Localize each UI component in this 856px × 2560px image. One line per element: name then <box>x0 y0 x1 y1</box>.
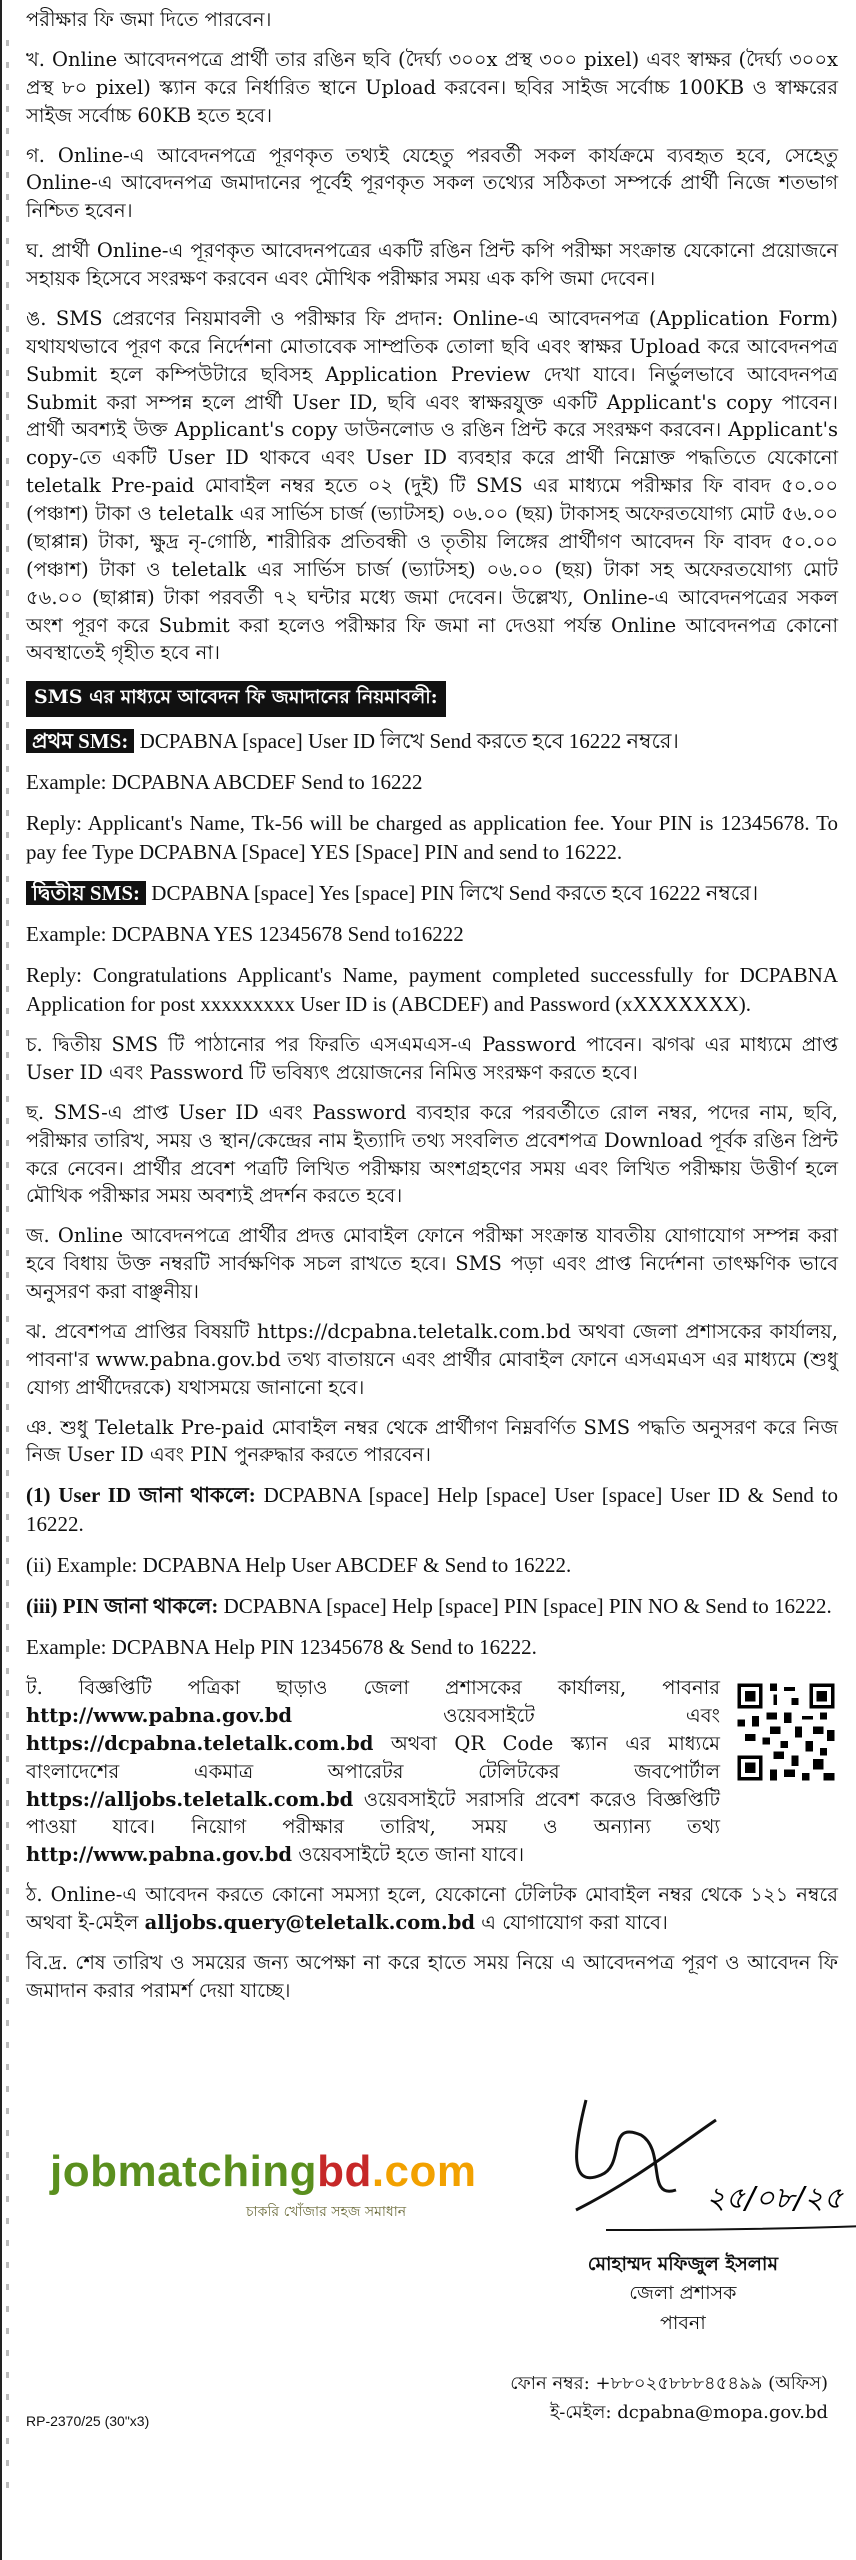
clause-cha: চ. দ্বিতীয় SMS টি পাঠানোর পর ফিরতি এসএমএস-এ Password পাবেন। ঝগঝ এর মাধ্যমে প্রাপ্ত User ID এবং Password টি ভবিষ্যৎ প্রয়োজনের নিমিত্ত সংরক্ষণ করতে হবে। <box>26 1033 838 1084</box>
clause-gha: ঘ. প্রার্থী Online-এ পূরণকৃত আবেদনপত্রের একটি রঙিন প্রিন্ট কপি পরীক্ষা সংক্রান্ত যেকোনো প্রয়োজনে সহায়ক হিসেবে সংরক্ষণ করবেন এবং মৌখিক পরীক্ষার সময় এক কপি জমা দেবেন। <box>26 239 838 290</box>
clause-tha-text-1: ঠ. Online-এ আবেদন করতে কোনো সমস্যা হলে, যেকোনো টেলিটক মোবাইল নম্বর থেকে ১২১ নম্বরে অথবা ই-মেইল <box>26 1883 838 1935</box>
recover-example-user: (ii) Example: DCPABNA Help User ABCDEF & Send to 16222. <box>26 1553 572 1578</box>
sms1-instruction <box>26 727 838 756</box>
clause-chha: ছ. SMS-এ প্রাপ্ত User ID এবং Password ব্যবহার করে পরবর্তীতে রোল নম্বর, পদের নাম, ছবি, পরীক্ষার তারিখ, সময় ও স্থান/কেন্দ্রের নাম ইত্যাদি তথ্য সংবলিত প্রবেশপত্র Download পূর্বক রঙিন প্রিন্ট করে নেবেন। প্রার্থীর প্রবেশ পত্রটি লিখিত পরীক্ষায় অংশগ্রহণের সময় এবং লিখিত পরীক্ষায় উত্তীর্ণ হলে মৌখিক পরীক্ষার সময় অবশ্যই প্রদর্শন করতে হবে। <box>26 1100 838 1208</box>
rp-code: RP-2370/25 (30"x3) <box>26 2412 150 2429</box>
signer-place: পাবনা <box>659 2311 706 2334</box>
website-info-block <box>26 1674 838 1881</box>
sms1-text: DCPABNA [space] User ID লিখে Send করতে হবে 16222 নম্বরে। <box>134 729 679 754</box>
recover-user-id <box>26 1481 838 1539</box>
sms-heading: SMS এর মাধ্যমে আবেদন ফি জমাদানের নিয়মাবলী: <box>26 681 446 717</box>
sms2-reply: Reply: Congratulations Applicant's Name, payment completed successfully for DCPABNA Application for post xxxxxxxxx User ID is (ABCDEF) and Password (xXXXXXXX). <box>26 963 838 1017</box>
intro-line: পরীক্ষার ফি জমা দিতে পারবেন। <box>26 8 272 31</box>
qr-code-icon[interactable] <box>734 1680 838 1784</box>
signature-image <box>546 2080 856 2240</box>
clause-ta-text-3: অথবা QR Code স্ক্যান এর মাধ্যমে বাংলাদেশের একমাত্র অপারেটর টেলিটকের জবপোর্টাল <box>26 1731 720 1783</box>
contact-email[interactable]: ই-মেইল: dcpabna@mopa.gov.bd <box>549 2401 828 2423</box>
brand-logo[interactable] <box>50 2146 477 2196</box>
brand-part-3: .com <box>371 2146 477 2196</box>
sms1-reply: Reply: Applicant's Name, Tk-56 will be charged as application fee. Your PIN is 12345678. To pay fee Type DCPABNA [Space] YES [Space] PIN and send to 16222. <box>26 811 838 865</box>
email-query-link[interactable]: alljobs.query@teletalk.com.bd <box>144 1911 475 1935</box>
clause-jha: ঝ. প্রবেশপত্র প্রাপ্তির বিষয়টি https://dcpabna.teletalk.com.bd অথবা জেলা প্রশাসকের কার্যালয়, পাবনা'র www.pabna.gov.bd তথ্য বাতায়নে এবং প্রার্থীর মোবাইল ফোনে এসএমএস এর মাধ্যমে (শুধু যোগ্য প্রার্থীদেরকে) যথাসময়ে জানানো হবে। <box>26 1319 838 1399</box>
sms2-instruction <box>26 879 838 908</box>
page-edge-marks <box>6 40 9 2500</box>
signer-name: মোহাম্মদ মফিজুল ইসলাম <box>587 2252 778 2275</box>
clause-ta-text-2: ওয়েবসাইটে এবং <box>292 1703 720 1727</box>
recover-3-label: (iii) PIN জানা থাকলে: <box>26 1594 219 1619</box>
footer <box>26 2025 844 2445</box>
recover-example-pin: Example: DCPABNA Help PIN 12345678 & Send to 16222. <box>26 1635 537 1660</box>
recover-3-text: DCPABNA [space] Help [space] PIN [space] PIN NO & Send to 16222. <box>218 1594 832 1619</box>
clause-kha: খ. Online আবেদনপত্রে প্রার্থী তার রঙিন ছবি (দৈর্ঘ্য ৩০০x প্রস্থ ৩০০ pixel) এবং স্বাক্ষর (দৈর্ঘ্য ৩০০x প্রস্থ ৮০ pixel) স্ক্যান করে নির্ধারিত স্থানে Upload করবেন। ছবির সাইজ সর্বোচ্চ 100KB ও স্বাক্ষরের সাইজ সর্বোচ্চ 60KB হতে হবে। <box>26 47 838 127</box>
clause-ta-text-4: ওয়েবসাইটে সরাসরি প্রবেশ করেও বিজ্ঞপ্তিটি পাওয়া যাবে। নিয়োগ পরীক্ষার তারিখ, সময় ও অন্যান্য তথ্য <box>26 1787 720 1839</box>
clause-tha-text-2: এ যোগাযোগ করা যাবে। <box>474 1911 668 1935</box>
clause-ga: গ. Online-এ আবেদনপত্রে পূরণকৃত তথ্যই যেহেতু পরবর্তী সকল কার্যক্রমে ব্যবহৃত হবে, সেহেতু Online-এ আবেদনপত্র জমাদানের পূর্বেই পূরণকৃত সকল তথ্যের সঠিকতা সম্পর্কে প্রার্থী নিজে শতভাগ নিশ্চিত হবেন। <box>26 143 838 223</box>
clause-ta-text-5: ওয়েবসাইটে হতে জানা যাবে। <box>292 1843 525 1867</box>
brand-tagline: চাকরি খোঁজার সহজ সমাধান <box>246 2203 407 2220</box>
link-alljobs-teletalk[interactable]: https://alljobs.teletalk.com.bd <box>26 1787 354 1811</box>
sms1-label: প্রথম SMS: <box>26 729 134 753</box>
signer-title: জেলা প্রশাসক <box>629 2282 737 2305</box>
note-deadline: বি.দ্র. শেষ তারিখ ও সময়ের জন্য অপেক্ষা না করে হাতে সময় নিয়ে এ আবেদনপত্র পূরণ ও আবেদন ফি জমাদান করার পরামর্শ দেয়া যাচ্ছে। <box>26 1950 838 2002</box>
signature-date: ২৫/০৮/২৫ <box>706 2180 844 2216</box>
brand-part-2: bd <box>317 2146 372 2196</box>
clause-nya: ঞ. শুধু Teletalk Pre-paid মোবাইল নম্বর থেকে প্রার্থীগণ নিম্নবর্ণিত SMS পদ্ধতি অনুসরণ করে নিজ নিজ User ID এবং PIN পুনরুদ্ধার করতে পারবেন। <box>26 1415 838 1467</box>
clause-umo-sms-rules: ঙ. SMS প্রেরণের নিয়মাবলী ও পরীক্ষার ফি প্রদান: Online-এ আবেদনপত্র (Application Form) যথাযথভাবে পূরণ করে নির্দেশনা মোতাবেক সাম্প্রতিক তোলা ছবি এবং স্বাক্ষর Upload করে আবেদনপত্র Submit হলে কম্পিউটারে ছবিসহ Application Preview দেখা যাবে। নির্ভুলভাবে আবেদনপত্র Submit করা সম্পন্ন হলে প্রার্থী User ID, ছবি এবং স্বাক্ষরযুক্ত একটি Applicant's copy পাবেন। প্রার্থী অবশ্যই উক্ত Applicant's copy ডাউনলোড ও রঙিন প্রিন্ট করে সংরক্ষণ করবেন। Applicant's copy-তে একটি User ID থাকবে এবং User ID ব্যবহার করে প্রার্থী নিম্নোক্ত পদ্ধতিতে যেকোনো teletalk Pre-paid মোবাইল নম্বর হতে ০২ (দুই) টি SMS এর মাধ্যমে পরীক্ষার ফি বাবদ ৫০.০০ (পঞ্চাশ) টাকা ও teletalk এর সার্ভিস চার্জ (ভ্যাটসহ) ০৬.০০ (ছয়) টাকাসহ অফেরতযোগ্য মোট ৫৬.০০ (ছাপ্পান্ন) টাকা, ক্ষুদ্র নৃ-গোষ্ঠি, শারীরিক প্রতিবন্ধী ও তৃতীয় লিঙ্গের প্রার্থীগণ আবেদন ফি বাবদ ৫০.০০ (পঞ্চাশ) টাকা ও teletalk এর সার্ভিস চার্জ (ভ্যাটসহ) ০৬.০০ (ছয়) টাকা সহ অফেরতযোগ্য মোট ৫৬.০০ (ছাপ্পান্ন) টাকা পরবর্তী ৭২ ঘন্টার মধ্যে জমা দেবেন। উল্লেখ্য, Online-এ আবেদনপত্রের সকল অংশ পূরণ করে Submit করা হলেও পরীক্ষার ফি জমা না দেওয়া পর্যন্ত Online আবেদনপত্র কোনো অবস্থাতেই গৃহীত হবে না। <box>26 306 838 665</box>
clause-ta <box>26 1674 720 1869</box>
sms2-label: দ্বিতীয় SMS: <box>26 881 146 905</box>
recover-pin <box>26 1592 838 1621</box>
contact-phone: ফোন নম্বর: +৮৮০২৫৮৮৮৪৫৪৯৯ (অফিস) <box>510 2372 828 2394</box>
recover-1-text: DCPABNA [space] Help [space] User [space] User ID & Send to 16222. <box>26 1483 838 1537</box>
clause-tha <box>26 1881 838 1937</box>
recover-1-label: (1) User ID জানা থাকলে: <box>26 1483 256 1508</box>
link-pabna-gov[interactable]: http://www.pabna.gov.bd <box>26 1703 293 1727</box>
contact-block <box>510 2370 828 2428</box>
sms2-text: DCPABNA [space] Yes [space] PIN লিখে Send করতে হবে 16222 নম্বরে। <box>146 881 759 906</box>
signer-block <box>588 2250 778 2338</box>
brand-part-1: jobmatching <box>50 2146 318 2196</box>
clause-ja: জ. Online আবেদনপত্রে প্রার্থীর প্রদত্ত মোবাইল ফোনে পরীক্ষা সংক্রান্ত যাবতীয় যোগাযোগ সম্পন্ন করা হবে বিধায় উক্ত নম্বরটি সার্বক্ষণিক সচল রাখতে হবে। SMS পড়া এবং প্রাপ্ত নির্দেশনা তাৎক্ষণিক ভাবে অনুসরণ করা বাঞ্ছনীয়। <box>26 1224 838 1303</box>
link-pabna-gov-2[interactable]: http://www.pabna.gov.bd <box>26 1843 293 1867</box>
sms1-example: Example: DCPABNA ABCDEF Send to 16222 <box>26 770 423 795</box>
clause-ta-text-1: ট. বিজ্ঞপ্তিটি পত্রিকা ছাড়াও জেলা প্রশাসকের কার্যালয়, পাবনার <box>26 1676 720 1700</box>
sms2-example: Example: DCPABNA YES 12345678 Send to16222 <box>26 922 464 947</box>
link-dcpabna-teletalk[interactable]: https://dcpabna.teletalk.com.bd <box>26 1731 374 1755</box>
